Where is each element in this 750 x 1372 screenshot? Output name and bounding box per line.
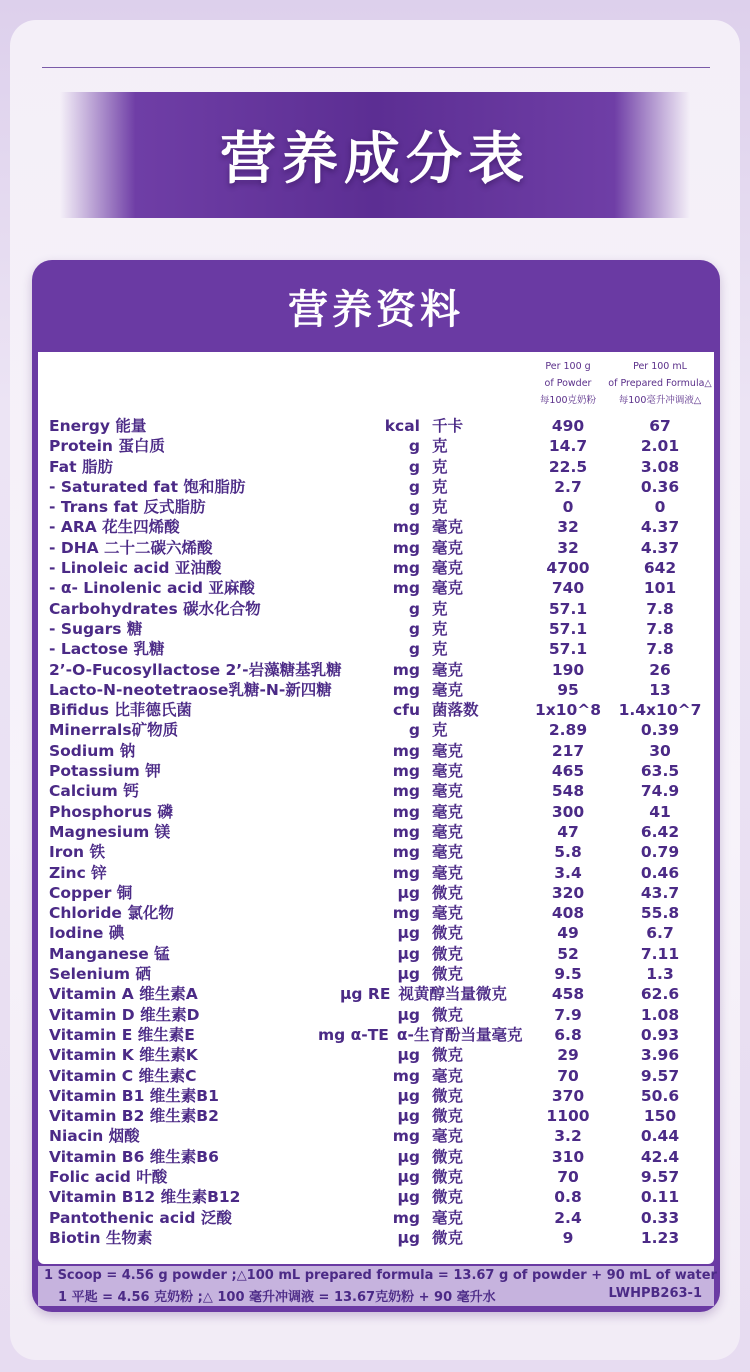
unit-cn: 微克 — [432, 1005, 464, 1024]
table-row — [38, 660, 714, 680]
unit-cn: 菌落数 — [432, 701, 479, 720]
unit-cn: 毫克 — [432, 1127, 464, 1146]
table-row — [38, 781, 714, 801]
unit-en: mg — [392, 863, 420, 882]
value-per-100g-powder: 320 — [551, 883, 585, 902]
value-per-100ml-formula: 0.79 — [640, 843, 680, 862]
unit-en: g — [408, 457, 420, 476]
nutrient-name: Folic acid 叶酸 — [49, 1167, 168, 1186]
value-per-100g-powder: 1x10^8 — [534, 701, 602, 720]
unit-en: cfu — [393, 701, 420, 720]
table-row — [38, 416, 714, 436]
nutrient-name: Phosphorus 磷 — [49, 802, 173, 821]
unit-en: μg — [397, 1086, 420, 1105]
table-row — [38, 497, 714, 517]
value-per-100g-powder: 52 — [557, 944, 579, 963]
value-per-100ml-formula: 150 — [643, 1107, 677, 1126]
unit-cn: 微克 — [432, 944, 464, 963]
table-row — [38, 1208, 714, 1228]
value-per-100g-powder: 22.5 — [548, 457, 588, 476]
value-per-100ml-formula: 101 — [643, 579, 677, 598]
nutrient-name: Vitamin E 维生素E — [49, 1025, 195, 1044]
unit-cn: 微克 — [432, 1228, 464, 1247]
value-per-100g-powder: 7.9 — [554, 1005, 582, 1024]
unit-en: μg — [397, 1107, 420, 1126]
unit-en: μg — [397, 1167, 420, 1186]
nutrient-name: Calcium 钙 — [49, 782, 139, 801]
table-row — [38, 578, 714, 598]
unit-cn: 毫克 — [432, 1208, 464, 1227]
column-headers — [38, 358, 714, 408]
unit-cn: 克 — [432, 640, 448, 659]
unit-en: μg RE — [340, 985, 391, 1004]
unit-en: mg — [392, 741, 420, 760]
unit-cn: 克 — [432, 619, 448, 638]
value-per-100g-powder: 3.2 — [554, 1127, 582, 1146]
value-per-100g-powder: 217 — [551, 741, 585, 760]
nutrient-name: Minerrals矿物质 — [49, 721, 179, 740]
value-per-100g-powder: 190 — [551, 660, 585, 679]
unit-en: g — [408, 599, 420, 618]
column-header-powder: Per 100 g of Powder 每100克奶粉 — [539, 361, 597, 406]
unit-cn: 克 — [432, 477, 448, 496]
nutrient-name: Vitamin B1 维生素B1 — [49, 1086, 219, 1105]
value-per-100ml-formula: 7.8 — [646, 599, 674, 618]
nutrient-name: Bifidus 比菲德氏菌 — [49, 701, 192, 720]
nutrient-name: Magnesium 镁 — [49, 822, 171, 841]
unit-en: mg — [392, 762, 420, 781]
value-per-100g-powder: 300 — [551, 802, 585, 821]
value-per-100ml-formula: 0 — [654, 498, 666, 517]
card-header — [32, 260, 720, 352]
value-per-100g-powder: 408 — [551, 904, 585, 923]
value-per-100g-powder: 740 — [551, 579, 585, 598]
nutrient-name: - Linoleic acid 亚油酸 — [49, 559, 222, 578]
value-per-100ml-formula: 4.37 — [640, 518, 680, 537]
footer-note — [38, 1266, 717, 1306]
table-row — [38, 599, 714, 619]
unit-en: g — [408, 721, 420, 740]
value-per-100ml-formula: 0.46 — [640, 863, 680, 882]
value-per-100g-powder: 0.8 — [554, 1188, 582, 1207]
table-row — [38, 1086, 714, 1106]
unit-en: mg — [392, 1208, 420, 1227]
table-row — [38, 964, 714, 984]
nutrient-name: Iron 铁 — [49, 843, 105, 862]
value-per-100g-powder: 9.5 — [554, 965, 582, 984]
value-per-100ml-formula: 67 — [649, 417, 671, 435]
nutrient-name: Sodium 钠 — [49, 741, 136, 760]
nutrient-name: Vitamin C 维生素C — [49, 1066, 197, 1085]
unit-cn: 毫克 — [432, 741, 464, 760]
nutrient-name: Lacto-N-neotetraose乳糖-N-新四糖 — [49, 680, 332, 699]
nutrient-name: - Lactose 乳糖 — [49, 640, 165, 659]
table-row — [38, 741, 714, 761]
value-per-100ml-formula: 0.44 — [640, 1127, 680, 1146]
value-per-100ml-formula: 55.8 — [640, 904, 680, 923]
value-per-100g-powder: 1100 — [546, 1107, 590, 1126]
value-per-100ml-formula: 41 — [649, 802, 671, 821]
nutrient-rows — [38, 416, 714, 1248]
value-per-100g-powder: 95 — [557, 680, 579, 699]
unit-cn: 微克 — [432, 883, 464, 902]
nutrient-name: Vitamin K 维生素K — [49, 1046, 198, 1065]
table-row — [38, 984, 714, 1004]
value-per-100g-powder: 47 — [557, 822, 579, 841]
nutrient-name: Biotin 生物素 — [49, 1228, 153, 1247]
value-per-100ml-formula: 42.4 — [640, 1147, 680, 1166]
value-per-100ml-formula: 7.11 — [640, 944, 680, 963]
unit-cn: 视黄醇当量微克 — [398, 985, 507, 1004]
table-row — [38, 822, 714, 842]
unit-en: mg — [392, 822, 420, 841]
value-per-100g-powder: 14.7 — [548, 437, 588, 456]
value-per-100ml-formula: 6.42 — [640, 822, 680, 841]
value-per-100g-powder: 49 — [557, 924, 579, 943]
nutrient-name: Vitamin A 维生素A — [49, 985, 198, 1004]
value-per-100ml-formula: 13 — [649, 680, 671, 699]
unit-cn: 千卡 — [432, 417, 464, 435]
value-per-100ml-formula: 0.11 — [640, 1188, 680, 1207]
card-title: 营养资料 — [288, 286, 464, 333]
nutrient-name: Protein 蛋白质 — [49, 437, 165, 456]
value-per-100g-powder: 490 — [551, 417, 585, 435]
value-per-100ml-formula: 0.36 — [640, 477, 680, 496]
unit-cn: 克 — [432, 498, 448, 517]
value-per-100ml-formula: 50.6 — [640, 1086, 680, 1105]
value-per-100ml-formula: 1.08 — [640, 1005, 680, 1024]
table-row — [38, 457, 714, 477]
unit-cn: 毫克 — [432, 660, 464, 679]
unit-cn: 微克 — [432, 1046, 464, 1065]
value-per-100ml-formula: 2.01 — [640, 437, 680, 456]
table-row — [38, 1005, 714, 1025]
table-row — [38, 883, 714, 903]
unit-en: mg — [392, 559, 420, 578]
table-row — [38, 903, 714, 923]
value-per-100ml-formula: 1.23 — [640, 1228, 680, 1247]
unit-en: g — [408, 477, 420, 496]
unit-cn: 克 — [432, 599, 448, 618]
table-row — [38, 923, 714, 943]
value-per-100ml-formula: 0.39 — [640, 721, 680, 740]
nutrient-name: - ARA 花生四烯酸 — [49, 518, 180, 537]
value-per-100ml-formula: 6.7 — [646, 924, 674, 943]
unit-en: mg — [392, 1066, 420, 1085]
unit-cn: 微克 — [432, 1086, 464, 1105]
nutrition-table — [38, 352, 714, 1264]
unit-en: kcal — [384, 417, 420, 435]
table-row — [38, 1187, 714, 1207]
column-header-formula: Per 100 mL of Prepared Formula△ 每100毫升冲调液△ — [608, 361, 712, 406]
value-per-100ml-formula: 4.37 — [640, 538, 680, 557]
unit-en: μg — [397, 1005, 420, 1024]
value-per-100g-powder: 2.89 — [548, 721, 588, 740]
value-per-100g-powder: 9 — [562, 1228, 574, 1247]
value-per-100g-powder: 4700 — [546, 559, 590, 578]
value-per-100g-powder: 458 — [551, 985, 585, 1004]
value-per-100ml-formula: 7.8 — [646, 640, 674, 659]
nutrient-name: Selenium 硒 — [49, 965, 151, 984]
value-per-100g-powder: 310 — [551, 1147, 585, 1166]
table-row — [38, 802, 714, 822]
value-per-100ml-formula: 7.8 — [646, 619, 674, 638]
value-per-100g-powder: 57.1 — [548, 640, 588, 659]
nutrient-name: Potassium 钾 — [49, 762, 161, 781]
value-per-100ml-formula: 1.3 — [646, 965, 674, 984]
value-per-100ml-formula: 26 — [649, 660, 671, 679]
value-per-100ml-formula: 9.57 — [640, 1167, 680, 1186]
value-per-100g-powder: 465 — [551, 762, 585, 781]
unit-cn: α-生育酚当量毫克 — [396, 1025, 523, 1044]
nutrient-name: Zinc 锌 — [49, 863, 107, 882]
nutrient-name: - Sugars 糖 — [49, 619, 143, 638]
table-row — [38, 1106, 714, 1126]
table-row — [38, 1045, 714, 1065]
nutrient-name: Vitamin B12 维生素B12 — [49, 1188, 241, 1207]
nutrient-name: Vitamin B2 维生素B2 — [49, 1107, 219, 1126]
unit-cn: 毫克 — [432, 680, 464, 699]
value-per-100g-powder: 2.4 — [554, 1208, 582, 1227]
value-per-100g-powder: 70 — [557, 1066, 579, 1085]
unit-en: μg — [397, 1147, 420, 1166]
value-per-100g-powder: 0 — [562, 498, 574, 517]
unit-cn: 微克 — [432, 924, 464, 943]
value-per-100ml-formula: 9.57 — [640, 1066, 680, 1085]
nutrient-name: Manganese 锰 — [49, 944, 170, 963]
value-per-100g-powder: 70 — [557, 1167, 579, 1186]
value-per-100g-powder: 6.8 — [554, 1025, 582, 1044]
unit-en: mg — [392, 1127, 420, 1146]
unit-cn: 毫克 — [432, 538, 464, 557]
unit-en: mg — [392, 680, 420, 699]
table-row — [38, 842, 714, 862]
unit-cn: 毫克 — [432, 863, 464, 882]
value-per-100g-powder: 57.1 — [548, 619, 588, 638]
nutrient-name: - Saturated fat 饱和脂肪 — [49, 477, 246, 496]
value-per-100ml-formula: 1.4x10^7 — [618, 701, 702, 720]
unit-en: μg — [397, 883, 420, 902]
value-per-100ml-formula: 63.5 — [640, 762, 680, 781]
value-per-100g-powder: 370 — [551, 1086, 585, 1105]
unit-en: μg — [397, 965, 420, 984]
footer-line-en: 1 Scoop = 4.56 g powder ;△100 mL prepared formula = 13.67 g of powder + 90 mL of water — [44, 1268, 717, 1283]
nutrient-name: 2’-O-Fucosyllactose 2’-岩藻糖基乳糖 — [49, 660, 342, 679]
table-row — [38, 619, 714, 639]
unit-en: mg — [392, 579, 420, 598]
nutrient-name: Copper 铜 — [49, 883, 133, 902]
unit-en: g — [408, 437, 420, 456]
value-per-100g-powder: 3.4 — [554, 863, 582, 882]
value-per-100ml-formula: 43.7 — [640, 883, 680, 902]
product-code: LWHPB263-1 — [608, 1286, 702, 1301]
table-row — [38, 761, 714, 781]
value-per-100ml-formula: 30 — [649, 741, 671, 760]
unit-en: mg — [392, 518, 420, 537]
unit-en: mg — [392, 538, 420, 557]
unit-en: g — [408, 619, 420, 638]
nutrient-name: Vitamin B6 维生素B6 — [49, 1147, 219, 1166]
value-per-100ml-formula: 0.33 — [640, 1208, 680, 1227]
unit-cn: 毫克 — [432, 782, 464, 801]
unit-en: μg — [397, 1046, 420, 1065]
unit-cn: 毫克 — [432, 822, 464, 841]
nutrient-name: - Trans fat 反式脂肪 — [49, 498, 206, 517]
value-per-100ml-formula: 3.96 — [640, 1046, 680, 1065]
table-row — [38, 477, 714, 497]
nutrient-name: Fat 脂肪 — [49, 457, 113, 476]
table-row — [38, 720, 714, 740]
unit-cn: 毫克 — [432, 1066, 464, 1085]
unit-cn: 毫克 — [432, 904, 464, 923]
nutrient-name: Pantothenic acid 泛酸 — [49, 1208, 232, 1227]
value-per-100ml-formula: 74.9 — [640, 782, 680, 801]
table-row — [38, 1126, 714, 1146]
unit-en: mg — [392, 843, 420, 862]
table-row — [38, 944, 714, 964]
unit-cn: 微克 — [432, 1167, 464, 1186]
top-divider — [42, 67, 710, 68]
unit-en: mg — [392, 802, 420, 821]
unit-en: mg α-TE — [318, 1025, 389, 1044]
unit-cn: 克 — [432, 437, 448, 456]
nutrient-name: Niacin 烟酸 — [49, 1127, 140, 1146]
unit-cn: 微克 — [432, 1147, 464, 1166]
nutrient-name: Chloride 氯化物 — [49, 904, 174, 923]
unit-cn: 克 — [432, 721, 448, 740]
table-row — [38, 1066, 714, 1086]
table-row — [38, 538, 714, 558]
value-per-100ml-formula: 62.6 — [640, 985, 680, 1004]
page-title: 营养成分表 — [220, 127, 530, 192]
unit-en: mg — [392, 782, 420, 801]
unit-cn: 毫克 — [432, 843, 464, 862]
value-per-100ml-formula: 3.08 — [640, 457, 680, 476]
table-row — [38, 639, 714, 659]
unit-cn: 克 — [432, 457, 448, 476]
value-per-100g-powder: 2.7 — [554, 477, 582, 496]
table-row — [38, 1025, 714, 1045]
value-per-100ml-formula: 642 — [643, 559, 677, 578]
unit-en: μg — [397, 1228, 420, 1247]
unit-cn: 微克 — [432, 965, 464, 984]
footer-line-cn: 1 平匙 = 4.56 克奶粉 ;△ 100 毫升冲调液 = 13.67克奶粉 + 90 毫升水 — [58, 1290, 496, 1305]
nutrition-card — [32, 260, 720, 1312]
value-per-100g-powder: 5.8 — [554, 843, 582, 862]
unit-en: μg — [397, 1188, 420, 1207]
unit-cn: 毫克 — [432, 802, 464, 821]
unit-cn: 微克 — [432, 1188, 464, 1207]
unit-en: g — [408, 498, 420, 517]
nutrient-name: Energy 能量 — [49, 417, 147, 435]
table-row — [38, 700, 714, 720]
nutrient-name: Carbohydrates 碳水化合物 — [49, 599, 261, 618]
value-per-100g-powder: 57.1 — [548, 599, 588, 618]
unit-en: mg — [392, 660, 420, 679]
unit-en: μg — [397, 924, 420, 943]
unit-en: g — [408, 640, 420, 659]
value-per-100g-powder: 32 — [557, 518, 579, 537]
table-row — [38, 1147, 714, 1167]
table-row — [38, 680, 714, 700]
unit-cn: 毫克 — [432, 518, 464, 537]
unit-cn: 毫克 — [432, 559, 464, 578]
table-row — [38, 517, 714, 537]
unit-cn: 微克 — [432, 1107, 464, 1126]
nutrient-name: Iodine 碘 — [49, 924, 125, 943]
table-row — [38, 436, 714, 456]
value-per-100g-powder: 29 — [557, 1046, 579, 1065]
nutrient-name: - DHA 二十二碳六烯酸 — [49, 538, 213, 557]
value-per-100g-powder: 548 — [551, 782, 585, 801]
unit-en: mg — [392, 904, 420, 923]
value-per-100ml-formula: 0.93 — [640, 1025, 680, 1044]
table-row — [38, 863, 714, 883]
nutrient-name: Vitamin D 维生素D — [49, 1005, 200, 1024]
title-banner — [60, 92, 690, 218]
table-row — [38, 1228, 714, 1248]
unit-cn: 毫克 — [432, 762, 464, 781]
value-per-100g-powder: 32 — [557, 538, 579, 557]
unit-en: μg — [397, 944, 420, 963]
table-row — [38, 558, 714, 578]
unit-cn: 毫克 — [432, 579, 464, 598]
table-row — [38, 1167, 714, 1187]
nutrient-name: - α- Linolenic acid 亚麻酸 — [49, 579, 255, 598]
